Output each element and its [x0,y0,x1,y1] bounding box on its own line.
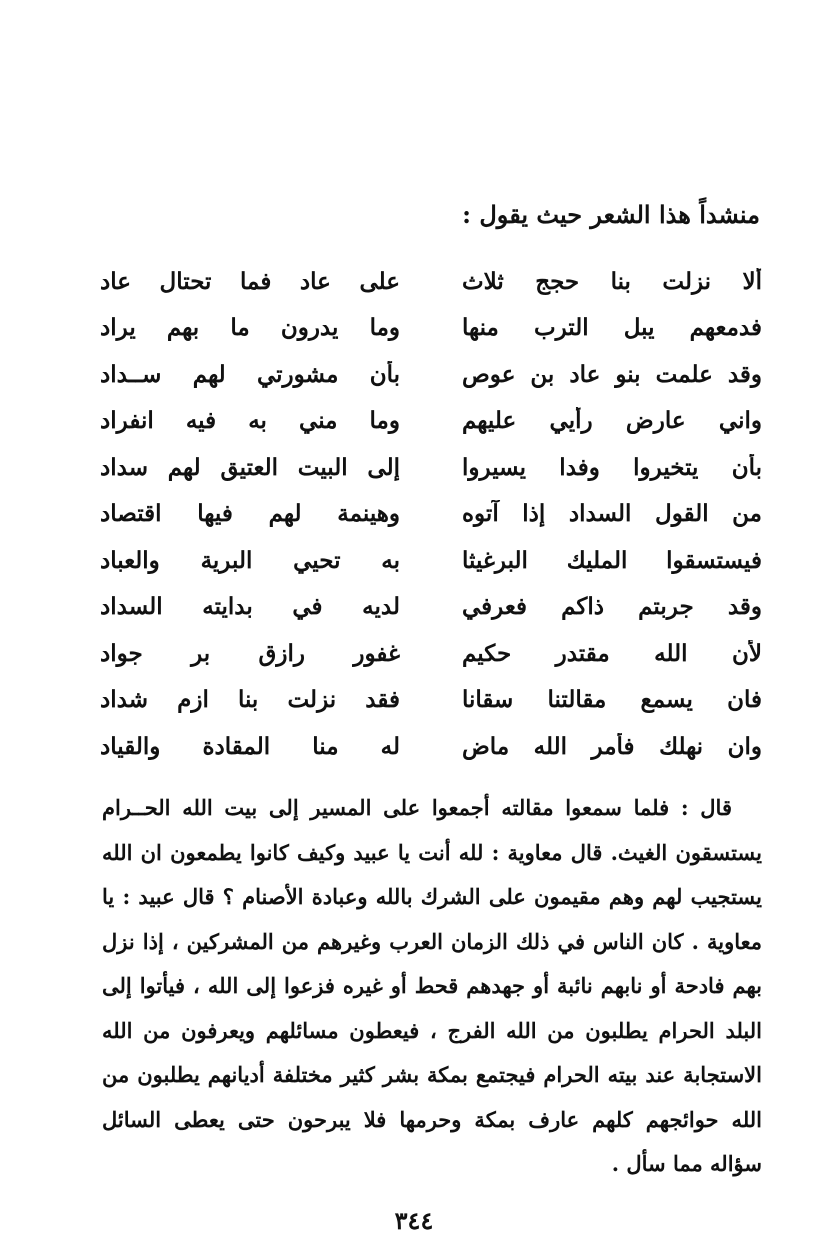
verse [100,398,762,445]
verse [100,537,762,584]
verse-second-hemistich: فقد نزلت بنا ازم شداد [100,686,400,714]
verse-first-hemistich: وقد علمت بنو عاد بن عوص [462,360,762,388]
verse-first-hemistich: وقد جربتم ذاكم فعرفي [462,593,762,621]
verse-second-hemistich: وما مني به فيه انفراد [100,407,400,435]
verse-first-hemistich: من القول السداد إذا آتوه [462,500,762,528]
verse [100,491,762,538]
verse-second-hemistich: وهينمة لهم فيها اقتصاد [100,500,400,528]
verse [100,305,762,352]
verse-first-hemistich: فيستسقوا المليك البرغيثا [462,546,762,574]
verse-second-hemistich: لديه في بدايته السداد [100,593,400,621]
verse [100,723,762,770]
verse [100,258,762,305]
verse-first-hemistich: فدمعهم يبل الترب منها [462,314,762,342]
verse-first-hemistich: ألا نزلت بنا حجج ثلاث [462,267,762,295]
page-number: ٣٤٤ [394,1206,434,1235]
verse [100,630,762,677]
verse-first-hemistich: واني عارض رأيي عليهم [462,407,762,435]
intro-line: منشداً هذا الشعر حيث يقول : [462,200,760,229]
verse-first-hemistich: لأن الله مقتدر حكيم [462,639,762,667]
verse-first-hemistich: وان نهلك فأمر الله ماض [462,732,762,760]
verse-second-hemistich: به تحيي البرية والعباد [100,546,400,574]
verse-second-hemistich: على عاد فما تحتال عاد [100,267,400,295]
verse-second-hemistich: وما يدرون ما بهم يراد [100,314,400,342]
poem [100,258,762,770]
verse-first-hemistich: فان يسمع مقالتنا سقانا [462,686,762,714]
verse [100,444,762,491]
prose-paragraph: قال : فلما سمعوا مقالته أجمعوا على المسير إلى بيت الله الحــرام يستسقون الغيث. قال معاوية : لله أنت يا عبيد وكيف كانوا يطمعون ان الله يستجيب لهم وهم مقيمون على الشرك بالله وعبادة الأصنام ؟ قال عبيد : يا معاوية . كان الناس في ذلك الزمان العرب وغيرهم من المشركين ، إذا نزل بهم فادحة أو نابهم نائبة أو جهدهم قحط أو غيره فزعوا إلى الله ، فيأتوا إلى البلد الحرام يطلبون من الله الفرج ، فيعطون مسائلهم ويعرفون من الله الاستجابة عند بيته الحرام فيجتمع بمكة بشر كثير مختلفة أديانهم يطلبون من الله حوائجهم كلهم عارف بمكة وحرمها فلا يبرحون حتى يعطى السائل سؤاله مما سأل . [102,795,762,1176]
verse [100,584,762,631]
verse-second-hemistich: غفور رازق بر جواد [100,639,400,667]
verse-second-hemistich: له منا المقادة والقياد [100,732,400,760]
verse [100,351,762,398]
verse [100,677,762,724]
verse-second-hemistich: بأن مشورتي لهم ســداد [100,360,400,388]
prose-block [102,786,762,1187]
verse-second-hemistich: إلى البيت العتيق لهم سداد [100,453,400,481]
verse-first-hemistich: بأن يتخيروا وفدا يسيروا [462,453,762,481]
